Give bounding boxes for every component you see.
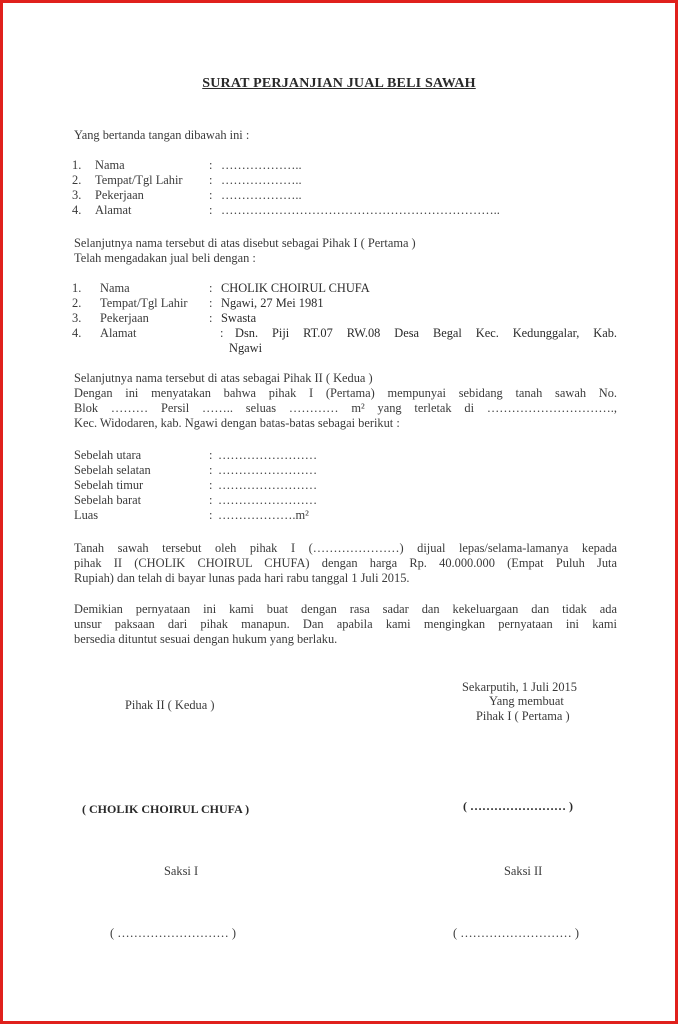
- closing-line-2: unsur paksaan dari pihak manapun. Dan apabila kami mengingkan pernyataan ini kami: [74, 617, 617, 631]
- boundary-colon: :: [209, 463, 213, 477]
- boundary-value-barat: ……………………: [218, 493, 318, 507]
- party2-field-label-nama: Nama: [100, 281, 130, 295]
- party2-sign-name: ( CHOLIK CHOIRUL CHUFA ): [82, 802, 250, 816]
- party2-field-no-1: 1.: [72, 281, 82, 295]
- party1-field-label-nama: Nama: [95, 158, 125, 172]
- boundary-label-utara: Sebelah utara: [74, 448, 142, 462]
- party1-field-no-3: 3.: [72, 188, 82, 202]
- boundary-colon: :: [209, 448, 213, 462]
- closing-line-3: bersedia dituntut sesuai dengan hukum yang berlaku.: [74, 632, 338, 646]
- boundary-value-selatan: ……………………: [218, 463, 318, 477]
- statement-line-3: Kec. Widodaren, kab. Ngawi dengan batas-batas sebagai berikut :: [74, 416, 400, 430]
- party1-field-label-alamat: Alamat: [95, 203, 132, 217]
- party2-field-no-3: 3.: [72, 311, 82, 325]
- boundary-label-luas: Luas: [74, 508, 99, 522]
- party1-note: Selanjutnya nama tersebut di atas disebut sebagai Pihak I ( Pertama ): [74, 236, 416, 250]
- party2-field-colon: :: [209, 296, 213, 310]
- party2-field-no-4: 4.: [72, 326, 82, 340]
- maker-label: Yang membuat: [489, 694, 564, 708]
- witness2-label: Saksi II: [504, 864, 543, 878]
- boundary-label-selatan: Sebelah selatan: [74, 463, 151, 477]
- party2-field-colon: :: [209, 311, 213, 325]
- party1-field-colon: :: [209, 158, 213, 172]
- party1-field-label-pekerjaan: Pekerjaan: [95, 188, 144, 202]
- sale-line-1: Tanah sawah tersebut oleh pihak I (…………………) dijual lepas/selama-lamanya kepada: [74, 541, 617, 555]
- boundary-label-barat: Sebelah barat: [74, 493, 142, 507]
- party1-field-value-alamat: …………………………………………………………..: [221, 203, 500, 217]
- party1-field-value-pekerjaan: ………………..: [221, 188, 302, 202]
- statement-line-1: Dengan ini menyatakan bahwa pihak I (Pertama) mempunyai sebidang tanah sawah No.: [74, 386, 617, 400]
- party2-field-value-pekerjaan: Swasta: [221, 311, 257, 325]
- party2-field-no-2: 2.: [72, 296, 82, 310]
- sale-line-3: Rupiah) dan telah di bayar lunas pada hari rabu tanggal 1 Juli 2015.: [74, 571, 410, 585]
- party2-field-label-ttl: Tempat/Tgl Lahir: [100, 296, 188, 310]
- closing-line-1: Demikian pernyataan ini kami buat dengan rasa sadar dan kekeluargaan dan tidak ada: [74, 602, 617, 616]
- party1-note2: Telah mengadakan jual beli dengan :: [74, 251, 256, 265]
- party1-field-value-ttl: ………………..: [221, 173, 302, 187]
- party2-field-value-ttl: Ngawi, 27 Mei 1981: [221, 296, 324, 310]
- boundary-colon: :: [209, 508, 213, 522]
- party2-field-value-nama: CHOLIK CHOIRUL CHUFA: [221, 281, 370, 295]
- party1-sign-label: Pihak I ( Pertama ): [476, 709, 570, 723]
- party2-field-label-alamat: Alamat: [100, 326, 137, 340]
- party2-field-colon: :: [220, 326, 224, 340]
- party1-field-no-4: 4.: [72, 203, 82, 217]
- place-date: Sekarputih, 1 Juli 2015: [462, 680, 577, 694]
- party2-sign-label: Pihak II ( Kedua ): [125, 698, 215, 712]
- party1-field-value-nama: ………………..: [221, 158, 302, 172]
- witness1-label: Saksi I: [164, 864, 199, 878]
- party2-field-value-alamat: Dsn. Piji RT.07 RW.08 Desa Begal Kec. Kedunggalar, Kab.: [235, 326, 617, 340]
- boundary-value-timur: ……………………: [218, 478, 318, 492]
- sale-line-2: pihak II (CHOLIK CHOIRUL CHUFA) dengan harga Rp. 40.000.000 (Empat Puluh Juta: [74, 556, 617, 570]
- party1-field-no-1: 1.: [72, 158, 82, 172]
- party1-field-colon: :: [209, 173, 213, 187]
- witness2-name: ( ……………………… ): [453, 926, 579, 940]
- party2-field-value-alamat-cont: Ngawi: [229, 341, 263, 355]
- party2-field-colon: :: [209, 281, 213, 295]
- boundary-colon: :: [209, 478, 213, 492]
- boundary-colon: :: [209, 493, 213, 507]
- party2-note: Selanjutnya nama tersebut di atas sebagai Pihak II ( Kedua ): [74, 371, 373, 385]
- intro-text: Yang bertanda tangan dibawah ini :: [74, 128, 250, 142]
- party2-field-label-pekerjaan: Pekerjaan: [100, 311, 149, 325]
- boundary-value-utara: ……………………: [218, 448, 318, 462]
- party1-field-label-ttl: Tempat/Tgl Lahir: [95, 173, 183, 187]
- party1-sign-name: ( …………………… ): [463, 799, 573, 813]
- party1-field-colon: :: [209, 188, 213, 202]
- party1-field-no-2: 2.: [72, 173, 82, 187]
- boundary-label-timur: Sebelah timur: [74, 478, 144, 492]
- witness1-name: ( ……………………… ): [110, 926, 236, 940]
- boundary-value-luas: ……………….m²: [218, 508, 309, 522]
- party1-field-colon: :: [209, 203, 213, 217]
- document-title: SURAT PERJANJIAN JUAL BELI SAWAH: [202, 76, 476, 91]
- statement-line-2: Blok ……… Persil …….. seluas ………… m² yang terletak di ………………………….,: [74, 401, 617, 415]
